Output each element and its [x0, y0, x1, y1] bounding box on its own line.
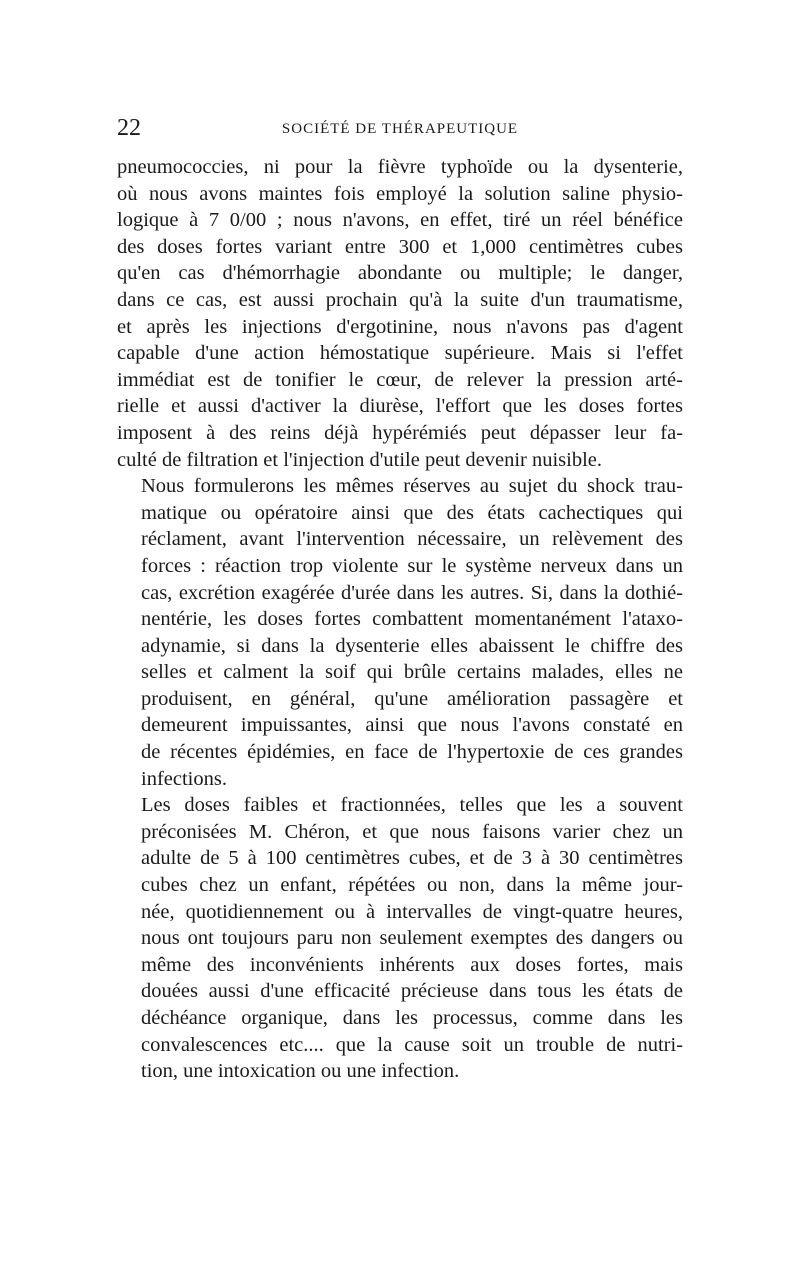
text-line: née, quotidiennement ou à intervalles de vingt-quatre heures,	[141, 900, 683, 923]
text-line: douées aussi d'une efficacité précieuse dans tous les états de	[141, 980, 683, 1003]
text-line: adynamie, si dans la dysenterie elles abaissent le chiffre des	[141, 634, 683, 657]
text-line: qu'en cas d'hémorrhagie abondante ou multiple; le danger,	[117, 262, 683, 285]
text-line: matique ou opératoire ainsi que des états cachectiques qui	[141, 501, 683, 524]
text-line: demeurent impuissantes, ainsi que nous l'avons constaté en	[141, 714, 683, 737]
text-line: réclament, avant l'intervention nécessaire, un relèvement des	[141, 528, 683, 551]
text-line: tion, une intoxication ou une infection.	[141, 1060, 460, 1083]
text-line: nous ont toujours paru non seulement exemptes des dangers ou	[141, 927, 683, 950]
text-line: imposent à des reins déjà hypérémiés peut dépasser leur fa-	[117, 421, 683, 444]
text-line: nentérie, les doses fortes combattent momentanément l'ataxo-	[141, 608, 683, 631]
running-title: SOCIÉTÉ DE THÉRAPEUTIQUE	[281, 121, 519, 137]
text-line: selles et calment la soif qui brûle certains malades, elles ne	[141, 661, 683, 684]
paragraph-1	[117, 154, 683, 473]
text-line: produisent, en général, qu'une amélioration passagère et	[141, 687, 683, 710]
text-line: adulte de 5 à 100 centimètres cubes, et de 3 à 30 centimètres	[141, 847, 683, 870]
text-line: Nous formulerons les mêmes réserves au sujet du shock trau-	[141, 475, 683, 498]
text-line: même des inconvénients inhérents aux doses fortes, mais	[141, 953, 683, 976]
text-line: immédiat est de tonifier le cœur, de relever la pression arté-	[117, 368, 683, 391]
text-line: dans ce cas, est aussi prochain qu'à la suite d'un traumatisme,	[117, 288, 683, 311]
text-line: rielle et aussi d'activer la diurèse, l'effort que les doses fortes	[117, 395, 683, 418]
page-number: 22	[117, 115, 141, 141]
text-line: convalescences etc.... que la cause soit un trouble de nutri-	[141, 1033, 683, 1056]
text-line: Les doses faibles et fractionnées, telles que les a souvent	[141, 794, 683, 817]
text-line: logique à 7 0/00 ; nous n'avons, en effet, tiré un réel bénéfice	[117, 209, 683, 232]
text-line: où nous avons maintes fois employé la solution saline physio-	[117, 182, 683, 205]
text-line: pneumococcies, ni pour la fièvre typhoïde ou la dysenterie,	[117, 156, 683, 178]
text-line: préconisées M. Chéron, et que nous faisons varier chez un	[141, 820, 683, 843]
page-header	[117, 113, 683, 143]
body-text	[117, 154, 683, 1085]
paragraph-3	[117, 792, 683, 1085]
text-line: et après les injections d'ergotinine, nous n'avons pas d'agent	[117, 315, 683, 338]
text-line: capable d'une action hémostatique supérieure. Mais si l'effet	[117, 342, 683, 365]
text-line: cubes chez un enfant, répétées ou non, dans la même jour-	[141, 874, 683, 897]
text-line: déchéance organique, dans les processus, comme dans les	[141, 1007, 683, 1029]
text-line: des doses fortes variant entre 300 et 1,000 centimètres cubes	[117, 235, 683, 258]
text-line: cas, excrétion exagérée d'urée dans les autres. Si, dans la dothié-	[141, 581, 683, 604]
text-line: culté de filtration et l'injection d'utile peut devenir nuisible.	[117, 448, 603, 471]
paragraph-2	[117, 473, 683, 792]
text-line: infections.	[141, 767, 227, 790]
text-line: de récentes épidémies, en face de l'hypertoxie de ces grandes	[141, 741, 683, 764]
text-line: forces : réaction trop violente sur le système nerveux dans un	[141, 554, 683, 577]
